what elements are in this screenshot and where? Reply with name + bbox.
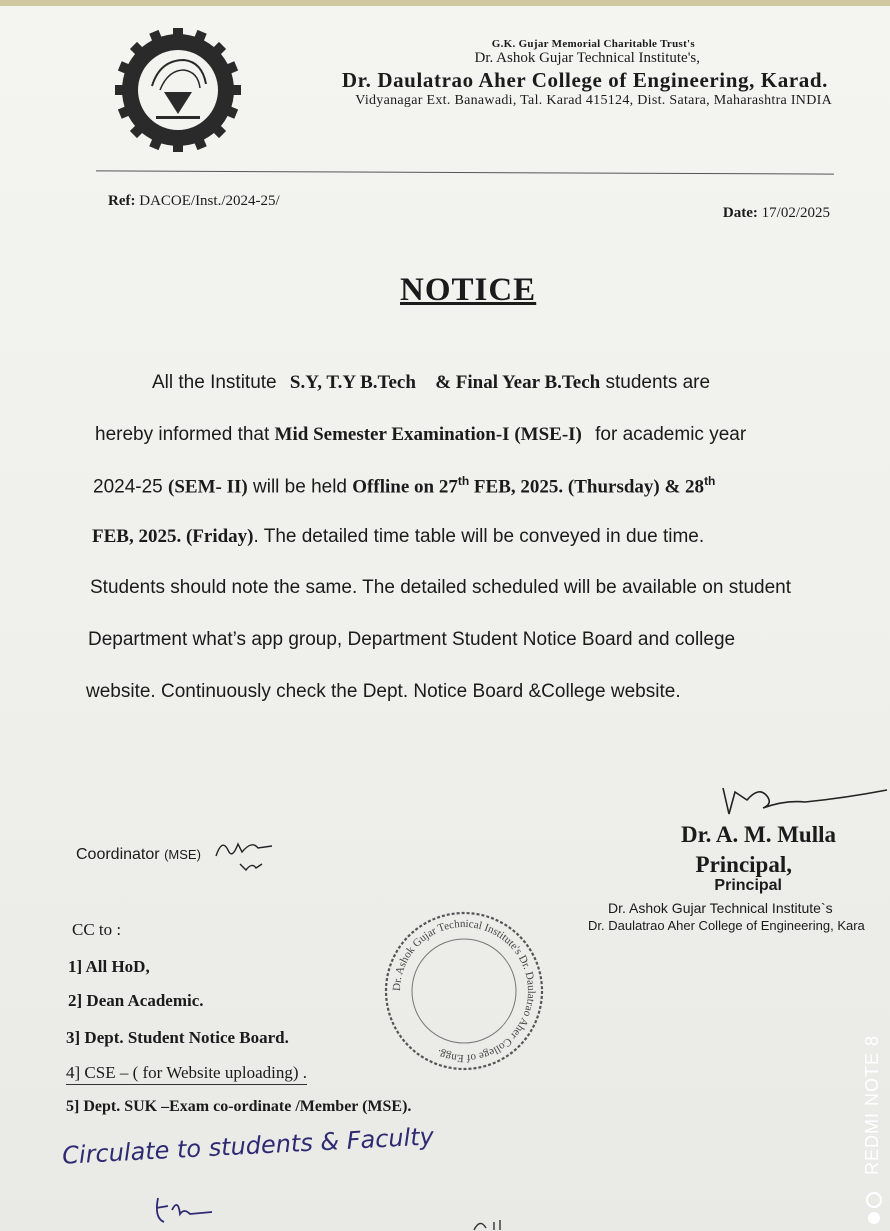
reference-number xyxy=(108,193,280,210)
text-run: Mid Semester Examination-I (MSE-I) xyxy=(274,424,582,445)
body-line-6: Department what’s app group, Department Student Notice Board and college xyxy=(88,629,736,650)
text-run: will be held xyxy=(247,476,353,498)
text-run: students are xyxy=(600,372,711,393)
body-line-1 xyxy=(152,372,890,394)
coordinator-suffix: (MSE) xyxy=(164,847,201,862)
text-run: hereby informed that xyxy=(95,424,275,445)
cc-item: 3] Dept. Student Notice Board. xyxy=(66,1028,289,1047)
text-run: . The detailed time table will be conveyed in due time. xyxy=(253,526,705,547)
ref-value: DACOE/Inst./2024-25/ xyxy=(139,193,280,209)
institute-name: Dr. Ashok Gujar Technical Institute's, xyxy=(474,50,700,66)
date-label: Date: xyxy=(722,205,758,221)
superscript: th xyxy=(457,474,470,488)
cc-item: 4] CSE – ( for Website uploading) . xyxy=(66,1063,307,1085)
principal-stamp-college: Dr. Daulatrao Aher College of Engineering, Kara xyxy=(588,918,865,933)
text-run: FEB, 2025. (Friday) xyxy=(92,526,254,547)
body-line-7: website. Continuously check the Dept. Notice Board &College website. xyxy=(86,681,681,702)
principal-stamp-institute: Dr. Ashok Gujar Technical Institute`s xyxy=(608,900,833,916)
header-divider xyxy=(96,170,834,174)
coordinator-text: Coordinator xyxy=(76,846,160,863)
text-run: All the Institute xyxy=(152,372,282,393)
coordinator-signature xyxy=(212,830,282,874)
handwritten-initials xyxy=(150,1188,220,1228)
college-logo xyxy=(112,28,244,152)
principal-title: Principal, xyxy=(695,852,792,877)
coordinator-label xyxy=(76,846,201,864)
principal-name: Dr. A. M. Mulla xyxy=(680,822,836,847)
college-name: Dr. Daulatrao Aher College of Engineering, Karad. xyxy=(341,68,828,92)
institute-seal xyxy=(378,906,550,1076)
cut-off-mark xyxy=(470,1216,530,1231)
trust-name: G.K. Gujar Memorial Charitable Trust's xyxy=(491,38,695,50)
cc-label: CC to : xyxy=(72,920,122,939)
body-line-3 xyxy=(93,474,841,498)
college-address: Vidyanagar Ext. Banawadi, Tal. Karad 415124, Dist. Satara, Maharashtra INDIA xyxy=(355,93,832,108)
svg-text:Dr. Ashok Gujar Technical Inst xyxy=(391,918,537,1064)
watermark-logo-icon xyxy=(862,1190,886,1228)
notice-date xyxy=(723,205,830,222)
ref-label: Ref: xyxy=(108,193,136,209)
text-run: Offline on 27 xyxy=(352,476,458,498)
cc-item: 2] Dean Academic. xyxy=(68,991,204,1010)
principal-stamp-title: Principal xyxy=(714,877,782,894)
camera-watermark: REDMI NOTE 8 xyxy=(862,1034,882,1175)
text-run: FEB, 2025. (Thursday) & 28 xyxy=(469,476,705,498)
text-run: S.Y, T.Y B.Tech xyxy=(289,372,416,393)
body-line-4 xyxy=(92,526,840,548)
notice-title: NOTICE xyxy=(400,272,537,308)
body-line-2 xyxy=(95,424,843,446)
text-run: & Final Year B.Tech xyxy=(435,372,601,393)
superscript: th xyxy=(704,474,716,488)
cc-item: 5] Dept. SUK –Exam co-ordinate /Member (MSE). xyxy=(66,1098,412,1115)
seal-text: Dr. Ashok Gujar Technical Institute's Dr. Daulatrao Aher College of Engg. xyxy=(390,917,538,1065)
text-run: 2024-25 xyxy=(93,476,169,498)
handwritten-note: Circulate to students & Faculty xyxy=(61,1122,435,1170)
cc-item: 1] All HoD, xyxy=(68,957,150,976)
paper-edge xyxy=(0,0,890,6)
date-value: 17/02/2025 xyxy=(761,205,830,221)
text-run: for academic year xyxy=(589,424,747,445)
body-line-5: Students should note the same. The detailed scheduled will be available on student xyxy=(90,577,792,598)
text-run: (SEM- II) xyxy=(168,476,248,498)
